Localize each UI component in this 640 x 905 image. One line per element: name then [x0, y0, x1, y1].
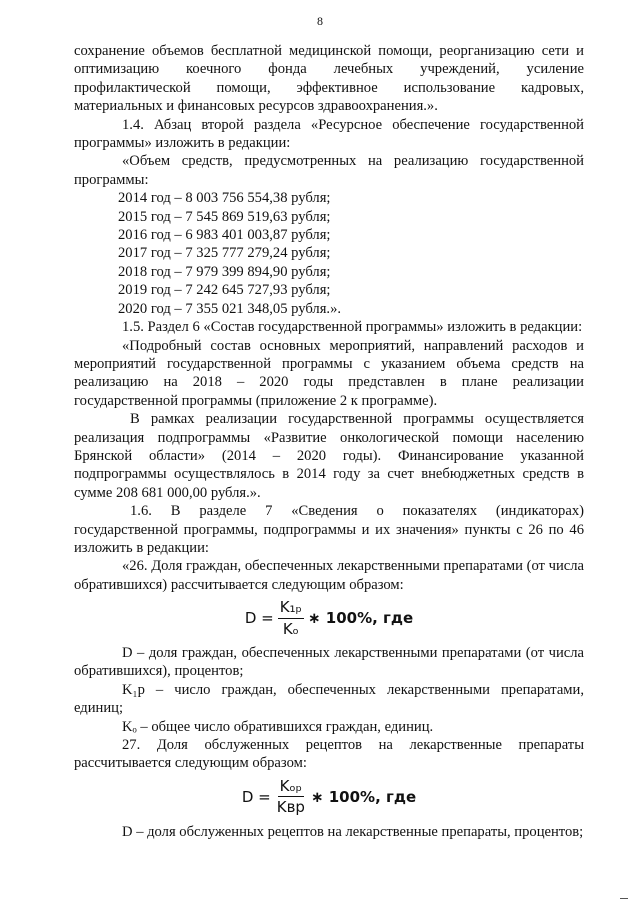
paragraph-oncology: В рамках реализации государственной программы осуществляется реализация подпрограммы «Развитие онкологической помощи населению Брянской области» (2014 – 2020 годы). Финансирование указанной подпрограммы осуществлялось в 2014 году за счет внебюджетных средств в сумме 208 681 000,00 рубля.». [74, 411, 584, 501]
formula-27-lhs: D = [241, 787, 271, 806]
formula-27-denominator: Kвр [276, 798, 305, 817]
paragraph-d-definition-1: D – доля граждан, обеспеченных лекарственными препаратами (от числа обратившихся), процентов; [74, 645, 584, 680]
paragraph-ko-definition: Kₒ – общее число обратившихся граждан, единиц. [122, 718, 434, 735]
formula-26-fraction [278, 598, 304, 638]
year-line-2016: 2016 год – 6 983 401 003,87 рубля; [118, 227, 331, 244]
paragraph-detail: «Подробный состав основных мероприятий, направлений расходов и мероприятий государственной программы с указанием объема средств на реализацию на 2018 – 2020 годы представлен в плане реализации государственной программы (приложение 2 к программе). [74, 337, 584, 409]
formula-27-rest: ∗ 100%, где [310, 787, 417, 806]
year-line-2017: 2017 год – 7 325 777 279,24 рубля; [118, 245, 331, 262]
paragraph-1-4: 1.4. Абзац второй раздела «Ресурсное обеспечение государственной программы» изложить в редакции: [74, 116, 584, 152]
page-number: 8 [317, 14, 323, 28]
year-line-2019: 2019 год – 7 242 645 727,93 рубля; [118, 282, 331, 299]
formula-26-rest: ∗ 100%, где [307, 608, 414, 627]
year-line-2014: 2014 год – 8 003 756 554,38 рубля; [118, 190, 331, 207]
formula-26 [74, 598, 584, 638]
paragraph-k1p-definition: K₁p – число граждан, обеспеченных лекарственными препаратами, единиц; [74, 681, 584, 717]
formula-27-numerator: Kₒₚ [278, 777, 304, 797]
year-line-2020: 2020 год – 7 355 021 348,05 рубля.». [118, 300, 342, 317]
paragraph-1-5: 1.5. Раздел 6 «Состав государственной программы» изложить в редакции: [122, 319, 583, 336]
paragraph-volume: «Объем средств, предусмотренных на реализацию государственной программы: [74, 153, 584, 188]
year-line-2018: 2018 год – 7 979 399 894,90 рубля; [118, 263, 331, 280]
paragraph-intro: сохранение объемов бесплатной медицинской помощи, реорганизацию сети и оптимизацию коечного фонда лечебных учреждений, усиление профилактической помощи, эффективное использование кадровых, материальных и финансовых ресурсов здравоохранения.». [74, 43, 584, 115]
paragraph-d-definition-2: D – доля обслуженных рецептов на лекарственные препараты, процентов; [122, 823, 584, 840]
formula-27-fraction [275, 777, 307, 817]
document-body [74, 42, 584, 841]
formula-26-denominator: Kₒ [282, 619, 299, 638]
year-line-2015: 2015 год – 7 545 869 519,63 рубля; [118, 208, 331, 225]
paragraph-26: «26. Доля граждан, обеспеченных лекарственными препаратами (от числа обратившихся) рассчитывается следующим образом: [74, 558, 584, 593]
paragraph-27: 27. Доля обслуженных рецептов на лекарственные препараты рассчитывается следующим образом: [74, 737, 584, 772]
formula-27 [74, 777, 584, 817]
formula-26-lhs: D = [244, 608, 274, 627]
paragraph-1-6: 1.6. В разделе 7 «Сведения о показателях (индикаторах) государственной программы, подпрограммы и их значения» пункты с 26 по 46 изложить в редакции: [74, 503, 584, 556]
margin-mark [620, 898, 628, 899]
formula-26-numerator: K₁ₚ [278, 598, 304, 618]
